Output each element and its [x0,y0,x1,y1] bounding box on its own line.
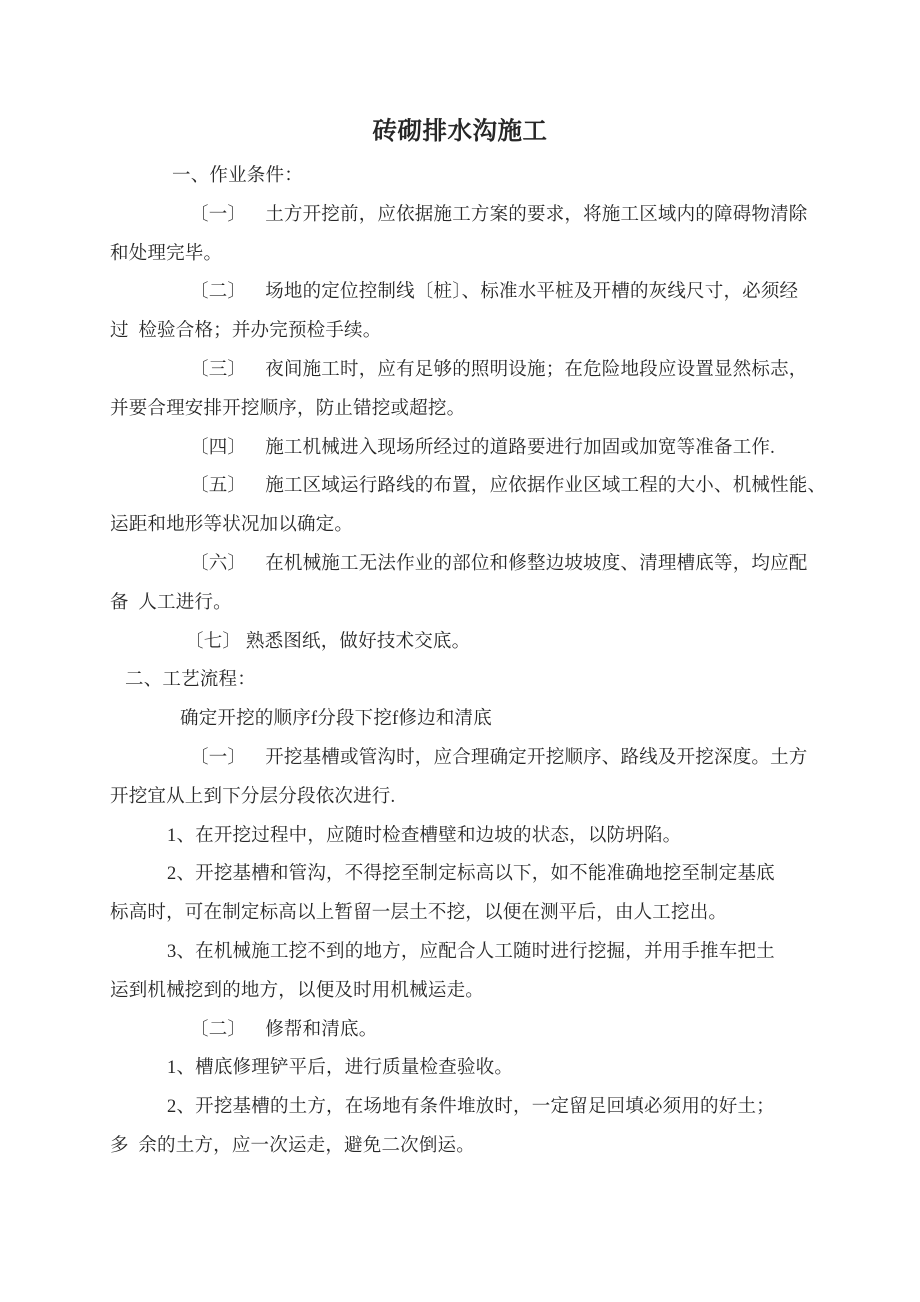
document-body [110,157,827,1166]
text-line: 多 余的土方，应一次运走，避免二次倒运。 [110,1135,475,1156]
section-heading: 一、作业条件： [172,166,303,186]
text-line: 运到机械挖到的地方，以便及时用机械运走。 [110,980,485,1001]
text-line: 〔三〕 夜间施工时，应有足够的照明设施；在危险地段应设置显然标志， [190,359,808,380]
text-line: 〔四〕 施工机械进入现场所经过的道路要进行加固或加宽等准备工作. [190,437,775,458]
text-line: 〔六〕 在机械施工无法作业的部位和修整边坡坡度、清理槽底等，均应配 [190,553,808,574]
numbered-item: 1、在开挖过程中，应随时检查槽壁和边坡的状态，以防坍陷。 [167,825,682,846]
numbered-item: 2、开挖基槽和管沟，不得挖至制定标高以下，如不能准确地挖至制定基底 [167,864,775,885]
numbered-item: 1、槽底修理铲平后，进行质量检查验收。 [167,1058,514,1079]
text-line: 运距和地形等状况加以确定。 [110,515,354,536]
text-line: 〔二〕 修帮和清底。 [190,1019,378,1040]
numbered-item: 3、在机械施工挖不到的地方，应配合人工随时进行挖掘，并用手推车把土 [167,941,775,962]
text-line: 〔一〕 土方开挖前，应依据施工方案的要求，将施工区域内的障碍物清除 [190,204,808,225]
text-line: 标高时，可在制定标高以上暂留一层土不挖，以便在测平后，由人工挖出。 [110,903,728,924]
text-line: 并要合理安排开挖顺序，防止错挖或超挖。 [110,398,466,419]
text-line: 和处理完毕。 [110,243,223,264]
section-heading: 二、工艺流程： [125,670,256,691]
text-line: 〔一〕 开挖基槽或管沟时，应合理确定开挖顺序、路线及开挖深度。土方 [190,747,808,768]
numbered-item: 2、开挖基槽的土方，在场地有条件堆放时，一定留足回填必须用的好土； [167,1097,775,1118]
text-line: 〔二〕 场地的定位控制线〔桩〕、标准水平桩及开槽的灰线尺寸，必须经 [190,282,799,303]
text-line: 〔五〕 施工区域运行路线的布置，应依据作业区域工程的大小、机械性能、 [190,476,827,497]
document-title: 砖砌排水沟施工 [372,118,548,145]
text-line: 〔七〕 熟悉图纸，做好技术交底。 [185,631,471,652]
text-line: 备 人工进行。 [110,592,232,613]
text-line: 开挖宜从上到下分层分段依次进行. [110,786,396,807]
process-flow-line: 确定开挖的顺序f分段下挖f修边和清底 [180,709,492,730]
text-line: 过 检验合格；并办完预检手续。 [110,321,382,342]
